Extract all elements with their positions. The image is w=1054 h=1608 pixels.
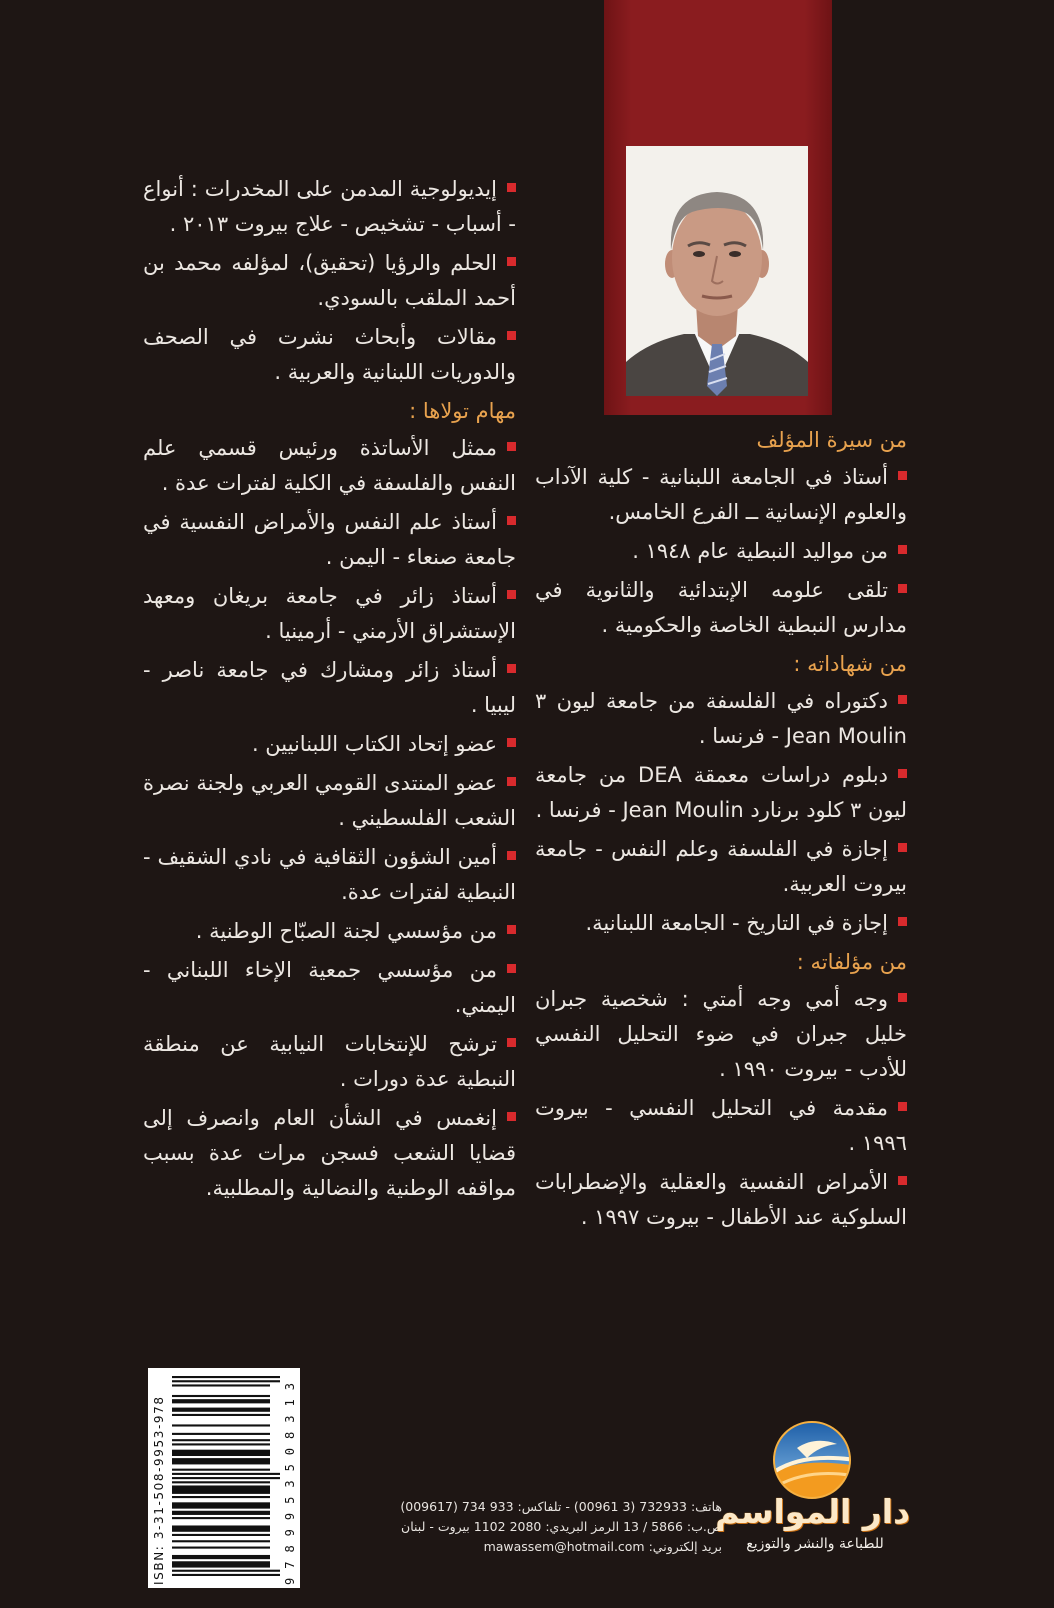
barcode-bar xyxy=(172,1574,280,1576)
square-bullet-icon xyxy=(898,1102,907,1111)
barcode-bar xyxy=(172,1450,270,1456)
list-item: وجه أمي وجه أمتي : شخصية جبران خليل جبران في ضوء التحليل النفسي للأدب - بيروت ١٩٩٠ . xyxy=(535,987,907,1081)
barcode-bar xyxy=(172,1481,270,1483)
list-item: مقدمة في التحليل النفسي - بيروت ١٩٩٦ . xyxy=(535,1096,907,1155)
list-item: أستاذ في الجامعة اللبنانية - كلية الآداب والعلوم الإنسانية ــ الفرع الخامس. xyxy=(535,465,907,524)
positions-heading: مهام تولاها : xyxy=(409,399,516,423)
square-bullet-icon xyxy=(507,442,516,451)
square-bullet-icon xyxy=(898,584,907,593)
list-item: تلقى علومه الإبتدائية والثانوية في مدارس النبطية الخاصة والحكومية . xyxy=(535,578,907,637)
photo-eye-left xyxy=(693,251,705,257)
publisher-contact xyxy=(318,1497,722,1557)
square-bullet-icon xyxy=(507,331,516,340)
square-bullet-icon xyxy=(507,851,516,860)
list-item: أستاذ زائر في جامعة بريغان ومعهد الإستشراق الأرمني - أرمينيا . xyxy=(143,584,516,643)
square-bullet-icon xyxy=(898,1176,907,1185)
square-bullet-icon xyxy=(898,545,907,554)
square-bullet-icon xyxy=(898,695,907,704)
email-line: بريد إلكتروني: mawassem@hotmail.com xyxy=(483,1539,722,1554)
square-bullet-icon xyxy=(898,769,907,778)
phone-line: هاتف: 732933 (3 00961) - تلفاكس: 933 734 (009617) xyxy=(400,1499,722,1514)
barcode-bar xyxy=(172,1376,280,1378)
barcode-bar xyxy=(172,1561,270,1567)
list-item: أستاذ علم النفس والأمراض النفسية في جامعة صنعاء - اليمن . xyxy=(143,510,516,569)
po-box-line: ص.ب: 5866 / 13 الرمز البريدي: 2080 1102 بيروت - لبنان xyxy=(401,1519,722,1534)
square-bullet-icon xyxy=(507,738,516,747)
square-bullet-icon xyxy=(898,471,907,480)
square-bullet-icon xyxy=(507,1112,516,1121)
barcode-bar xyxy=(172,1485,270,1493)
barcode-bar xyxy=(172,1469,270,1471)
list-item: دكتوراه في الفلسفة من جامعة ليون ٣ Jean Moulin - فرنسا . xyxy=(535,689,907,748)
list-item: من مؤسسي لجنة الصبّاح الوطنية . xyxy=(143,914,516,949)
square-bullet-icon xyxy=(507,1038,516,1047)
list-item: دبلوم دراسات معمقة DEA من جامعة ليون ٣ كلود برنارد Jean Moulin - فرنسا . xyxy=(535,763,907,822)
list-item: إيديولوجية المدمن على المخدرات : أنواع - أسباب - تشخيص - علاج بيروت ٢٠١٣ . xyxy=(143,177,516,236)
barcode-bar xyxy=(172,1555,270,1559)
barcode-bar xyxy=(172,1458,270,1464)
list-item: ترشح للإنتخابات النيابية عن منطقة النبطية عدة دورات . xyxy=(143,1032,516,1091)
author-portrait-icon xyxy=(626,146,808,396)
barcode-bar xyxy=(172,1395,270,1397)
author-photo xyxy=(626,146,808,396)
right-column xyxy=(535,423,907,1239)
barcode-bar xyxy=(172,1433,270,1435)
list-item: إجازة في التاريخ - الجامعة اللبنانية. xyxy=(535,906,907,941)
list-item: عضو إتحاد الكتاب اللبنانيين . xyxy=(143,727,516,762)
list-item: الأمراض النفسية والعقلية والإضطرابات السلوكية عند الأطفال - بيروت ١٩٩٧ . xyxy=(535,1170,907,1229)
square-bullet-icon xyxy=(898,993,907,1002)
barcode-bar xyxy=(172,1439,270,1441)
barcode-bar xyxy=(172,1384,270,1386)
barcode-bar xyxy=(172,1570,280,1572)
square-bullet-icon xyxy=(898,917,907,926)
publisher-logo-text xyxy=(715,1490,910,1554)
list-item: إجازة في الفلسفة وعلم النفس - جامعة بيروت العربية. xyxy=(535,837,907,896)
barcode-bar xyxy=(172,1424,270,1426)
publisher-name: دار المواسم xyxy=(715,1492,910,1531)
barcode-bar xyxy=(172,1502,270,1508)
list-item: ممثل الأساتذة ورئيس قسمي علم النفس والفلسفة في الكلية لفترات عدة . xyxy=(143,436,516,495)
works-heading: من مؤلفاته : xyxy=(796,950,907,974)
barcode-bars xyxy=(148,1368,300,1588)
degrees-heading: من شهاداته : xyxy=(793,652,907,676)
barcode-bar xyxy=(172,1540,270,1542)
barcode-bar xyxy=(172,1517,270,1519)
barcode-bar xyxy=(172,1547,270,1549)
publisher-tagline: للطباعة والنشر والتوزيع xyxy=(746,1536,884,1552)
list-item: مقالات وأبحاث نشرت في الصحف والدوريات اللبنانية والعربية . xyxy=(143,325,516,384)
list-item: أمين الشؤون الثقافية في نادي الشقيف - النبطية لفترات عدة. xyxy=(143,845,516,904)
barcode-bar xyxy=(172,1443,270,1445)
square-bullet-icon xyxy=(507,516,516,525)
list-item: الحلم والرؤيا (تحقيق)، لمؤلفه محمد بن أحمد الملقب بالسودي. xyxy=(143,251,516,310)
isbn-barcode xyxy=(148,1368,300,1588)
square-bullet-icon xyxy=(507,777,516,786)
list-item: من مؤسسي جمعية الإخاء اللبناني - اليمني. xyxy=(143,958,516,1017)
author-bio-heading: من سيرة المؤلف xyxy=(756,428,907,452)
list-item: عضو المنتدى القومي العربي ولجنة نصرة الشعب الفلسطيني . xyxy=(143,771,516,830)
square-bullet-icon xyxy=(507,257,516,266)
barcode-bar xyxy=(172,1399,270,1403)
barcode-bar xyxy=(172,1477,280,1479)
square-bullet-icon xyxy=(507,183,516,192)
square-bullet-icon xyxy=(507,925,516,934)
barcode-bar xyxy=(172,1414,270,1416)
barcode-bar xyxy=(172,1496,270,1498)
barcode-bar xyxy=(172,1408,270,1412)
barcode-digits: 9789953508313 xyxy=(283,1374,297,1585)
list-item: إنغمس في الشأن العام وانصرف إلى قضايا الشعب فسجن مرات عدة بسبب مواقفه الوطنية والنضالية والمطلبية. xyxy=(143,1106,516,1200)
left-column xyxy=(143,172,516,1210)
list-item: أستاذ زائر ومشارك في جامعة ناصر - ليبيا . xyxy=(143,658,516,717)
square-bullet-icon xyxy=(898,843,907,852)
square-bullet-icon xyxy=(507,664,516,673)
barcode-bar xyxy=(172,1380,280,1382)
square-bullet-icon xyxy=(507,964,516,973)
isbn-label: ISBN: 3-31-508-9953-978 xyxy=(152,1395,166,1585)
photo-eye-right xyxy=(729,251,741,257)
barcode-bar xyxy=(172,1534,270,1536)
barcode-bar xyxy=(172,1473,280,1475)
barcode-bar xyxy=(172,1525,270,1531)
list-item: من مواليد النبطية عام ١٩٤٨ . xyxy=(535,534,907,569)
square-bullet-icon xyxy=(507,590,516,599)
barcode-bar xyxy=(172,1511,270,1515)
